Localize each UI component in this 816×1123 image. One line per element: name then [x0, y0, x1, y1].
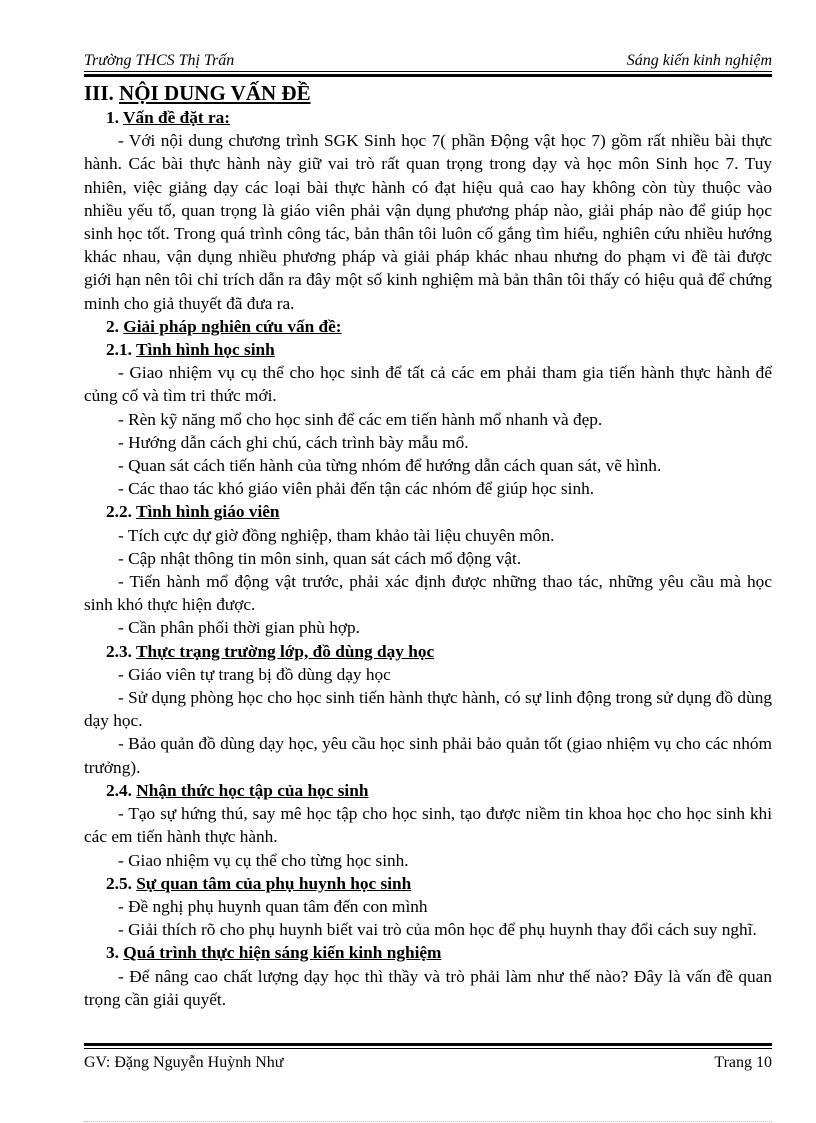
header-doc-type: Sáng kiến kinh nghiệm: [626, 52, 772, 69]
list-item: - Rèn kỹ năng mổ cho học sinh để các em tiến hành mổ nhanh và đẹp.: [118, 409, 603, 429]
list-item: - Bảo quản đồ dùng dạy học, yêu cầu học sinh phải bảo quản tốt (giao nhiệm vụ cho các nhóm trưởng).: [84, 734, 772, 777]
heading-1-title: Vấn đề đặt ra:: [122, 108, 231, 127]
heading-2-4: [84, 779, 772, 802]
heading-2: [84, 315, 772, 338]
list-item: - Giải thích rõ cho phụ huynh biết vai trò của môn học để phụ huynh thay đổi cách suy nghĩ.: [118, 920, 757, 940]
list-item: - Các thao tác khó giáo viên phải đến tận các nhóm để giúp học sinh.: [118, 479, 595, 499]
header-school: Trường THCS Thị Trấn: [84, 52, 235, 69]
heading-2-4-number: 2.4.: [106, 780, 137, 800]
heading-2-2: [84, 500, 772, 523]
list-item: - Để nâng cao chất lượng dạy học thì thầy và trò phải làm như thế nào? Đây là vấn đề quan trọng cần giải quyết.: [84, 966, 772, 1009]
heading-2-1: [84, 338, 772, 361]
heading-2-2-title: Tình hình giáo viên: [135, 502, 280, 522]
page-footer: [84, 1054, 772, 1078]
heading-3-number: 3.: [106, 943, 124, 963]
footer-page-number: Trang 10: [714, 1054, 772, 1071]
heading-2-number: 2.: [106, 316, 124, 336]
section-heading: NỘI DUNG VẤN ĐỀ: [119, 81, 311, 105]
heading-3: [84, 941, 772, 964]
page-bottom-divider: [84, 1121, 772, 1122]
heading-2-3: [84, 640, 772, 663]
list-item: - Sử dụng phòng học cho học sinh tiến hành thực hành, có sự linh động trong sử dụng đồ dùng dạy học.: [84, 688, 772, 731]
heading-3-title: Quá trình thực hiện sáng kiến kinh nghiệm: [123, 943, 442, 963]
list-item: - Tiến hành mổ động vật trước, phải xác định được những thao tác, những yêu cầu mà học sinh khó thực hiện được.: [84, 572, 772, 615]
list-item: - Tạo sự hứng thú, say mê học tập cho học sinh, tạo được niềm tin khoa học cho học sinh khi các em tiến hành thực hành.: [84, 804, 772, 847]
list-item: - Tích cực dự giờ đồng nghiệp, tham khảo tài liệu chuyên môn.: [118, 525, 555, 545]
heading-2-1-title: Tình hình học sinh: [135, 340, 275, 360]
list-item: - Giáo viên tự trang bị đồ dùng dạy học: [118, 664, 391, 684]
heading-2-2-number: 2.2.: [106, 502, 136, 522]
list-item: - Đề nghị phụ huynh quan tâm đến con mình: [118, 896, 428, 916]
footer-rule-thick: [84, 1043, 772, 1046]
list-item: - Giao nhiệm vụ cụ thể cho từng học sinh.: [118, 850, 409, 870]
heading-2-4-title: Nhận thức học tập của học sinh: [136, 780, 369, 800]
list-item: - Cần phân phối thời gian phù hợp.: [118, 618, 360, 638]
heading-1-number: 1.: [106, 108, 123, 127]
footer-rule-thin: [84, 1048, 772, 1049]
heading-2-1-number: 2.1.: [106, 340, 136, 360]
header-rule-thin: [84, 71, 772, 72]
heading-2-3-number: 2.3.: [106, 641, 136, 661]
list-item: - Hướng dẫn cách ghi chú, cách trình bày mẫu mổ.: [118, 432, 469, 452]
footer-author: GV: Đặng Nguyễn Huỳnh Như: [84, 1054, 284, 1071]
heading-2-title: Giải pháp nghiên cứu vấn đề:: [123, 316, 342, 336]
heading-2-5: [84, 872, 772, 895]
header-rule-thick: [84, 74, 772, 77]
heading-2-5-number: 2.5.: [106, 873, 137, 893]
list-item: - Cập nhật thông tin môn sinh, quan sát cách mổ động vật.: [118, 548, 522, 568]
list-item: - Quan sát cách tiến hành của từng nhóm để hướng dẫn cách quan sát, vẽ hình.: [118, 456, 662, 476]
paragraph-1: - Với nội dung chương trình SGK Sinh học 7( phần Động vật học 7) gồm rất nhiều bài thực hành. Các bài thực hành này giữ vai trò rất quan trọng trong dạy và học môn Sinh học 7. Tuy nhiên, việc giảng dạy các loại bài thực hành có đạt hiệu quả cao hay không còn tùy thuộc vào nhiều yếu tố, quan trọng là giáo viên phải vận dụng phương pháp nào, giải pháp nào để giúp học sinh học tốt. Trong quá trình công tác, bản thân tôi luôn cố gắng tìm hiểu, nghiên cứu nhiều hướng khác nhau, vận dụng nhiều phương pháp và giải pháp khác nhau nhưng do phạm vi đề tài được giới hạn nên tôi chỉ trích dẫn ra đây một số kinh nghiệm mà bản thân tôi thấy có hiệu quả để chứng minh cho giả thuyết đã đưa ra.: [84, 131, 772, 313]
list-item: - Giao nhiệm vụ cụ thể cho học sinh để tất cả các em phải tham gia tiến hành thực hành để củng cố và tìm tri thức mới.: [84, 363, 772, 406]
heading-2-5-title: Sự quan tâm của phụ huynh học sinh: [136, 873, 412, 893]
heading-2-3-title: Thực trạng trường lớp, đồ dùng dạy học: [135, 641, 435, 661]
section-number: III.: [84, 81, 120, 105]
document-page: [84, 40, 772, 1100]
heading-1: [84, 106, 772, 129]
section-title: [84, 80, 772, 106]
document-body: [84, 80, 772, 1011]
